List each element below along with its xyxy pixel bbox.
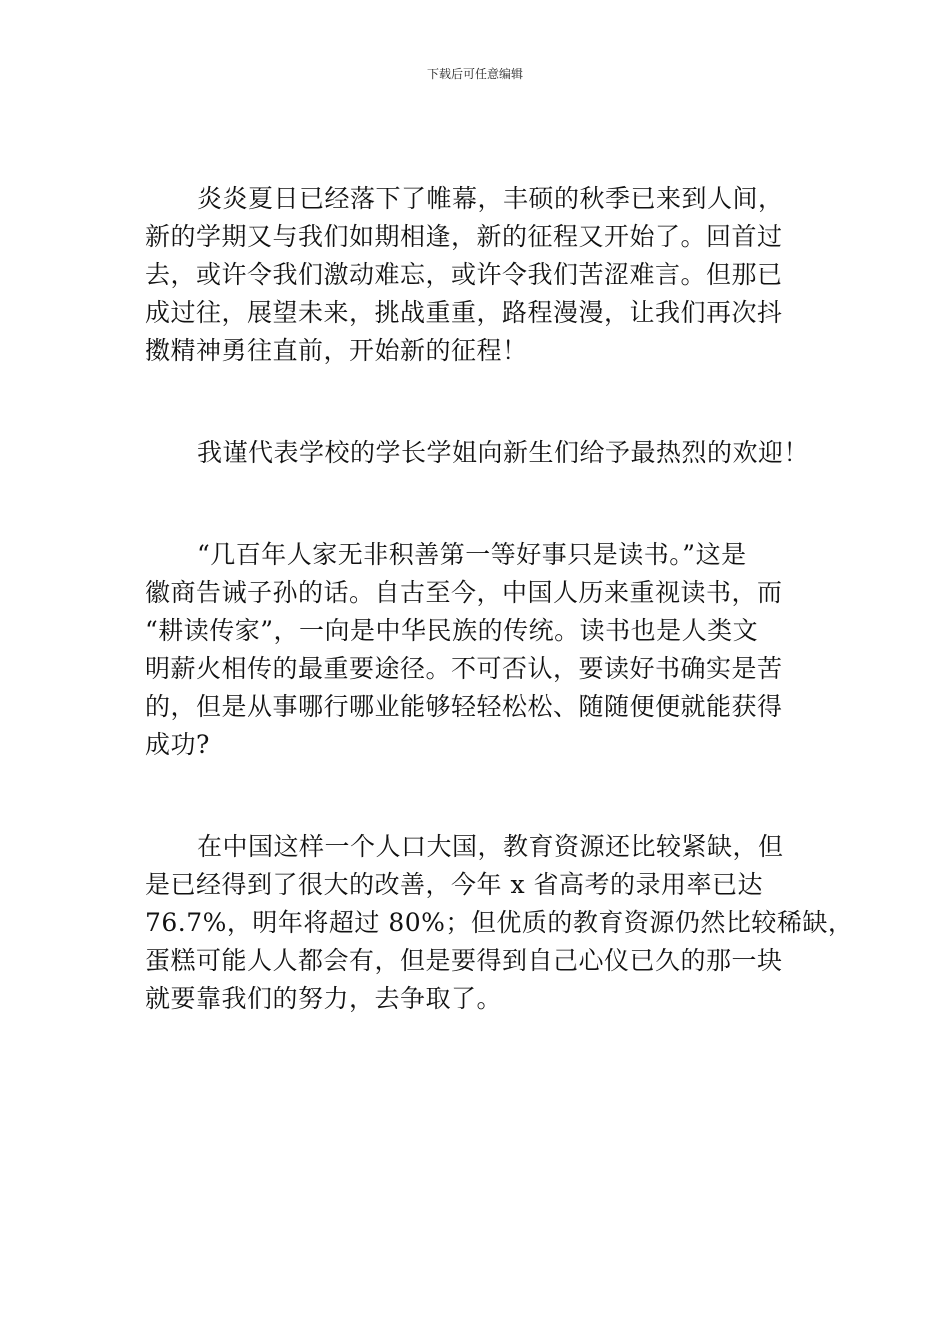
paragraph-line: 去，或许令我们激动难忘，或许令我们苦涩难言。但那已 — [145, 260, 783, 289]
paragraph-line: 成功? — [145, 730, 210, 759]
paragraph-line: 我谨代表学校的学长学姐向新生们给予最热烈的欢迎！ — [197, 438, 810, 467]
paragraph-line: 成过往，展望未来，挑战重重，路程漫漫，让我们再次抖 — [145, 298, 783, 327]
paragraph-line: 蛋糕可能人人都会有，但是要得到自己心仪已久的那一块 — [145, 946, 783, 975]
paragraph-line: 76.7%，明年将超过 80%；但优质的教育资源仍然比较稀缺， — [145, 908, 854, 937]
paragraph-line: 在中国这样一个人口大国，教育资源还比较紧缺，但 — [197, 832, 784, 861]
paragraph-3 — [145, 536, 815, 764]
paragraph-line: 新的学期又与我们如期相逢，新的征程又开始了。回首过 — [145, 222, 783, 251]
paragraph-line: “耕读传家”，一向是中华民族的传统。读书也是人类文 — [145, 616, 759, 645]
paragraph-1 — [145, 180, 815, 370]
paragraph-line: 炎炎夏日已经落下了帷幕，丰硕的秋季已来到人间， — [197, 184, 784, 213]
paragraph-line: 是已经得到了很大的改善，今年 x 省高考的录用率已达 — [145, 870, 763, 899]
paragraph-2 — [145, 434, 815, 472]
paragraph-line: “几百年人家无非积善第一等好事只是读书。”这是 — [197, 540, 747, 569]
paragraph-4 — [145, 828, 854, 1018]
paragraph-line: 的，但是从事哪行哪业能够轻轻松松、随随便便就能获得 — [145, 692, 783, 721]
paragraph-line: 就要靠我们的努力，去争取了。 — [145, 984, 503, 1013]
page-header: 下载后可任意编辑 — [426, 67, 523, 81]
paragraph-line: 明薪火相传的最重要途径。不可否认，要读好书确实是苦 — [145, 654, 783, 683]
paragraph-line: 擞精神勇往直前，开始新的征程！ — [145, 336, 528, 365]
paragraph-line: 徽商告诫子孙的话。自古至今，中国人历来重视读书，而 — [145, 578, 783, 607]
document-body — [145, 180, 854, 1018]
